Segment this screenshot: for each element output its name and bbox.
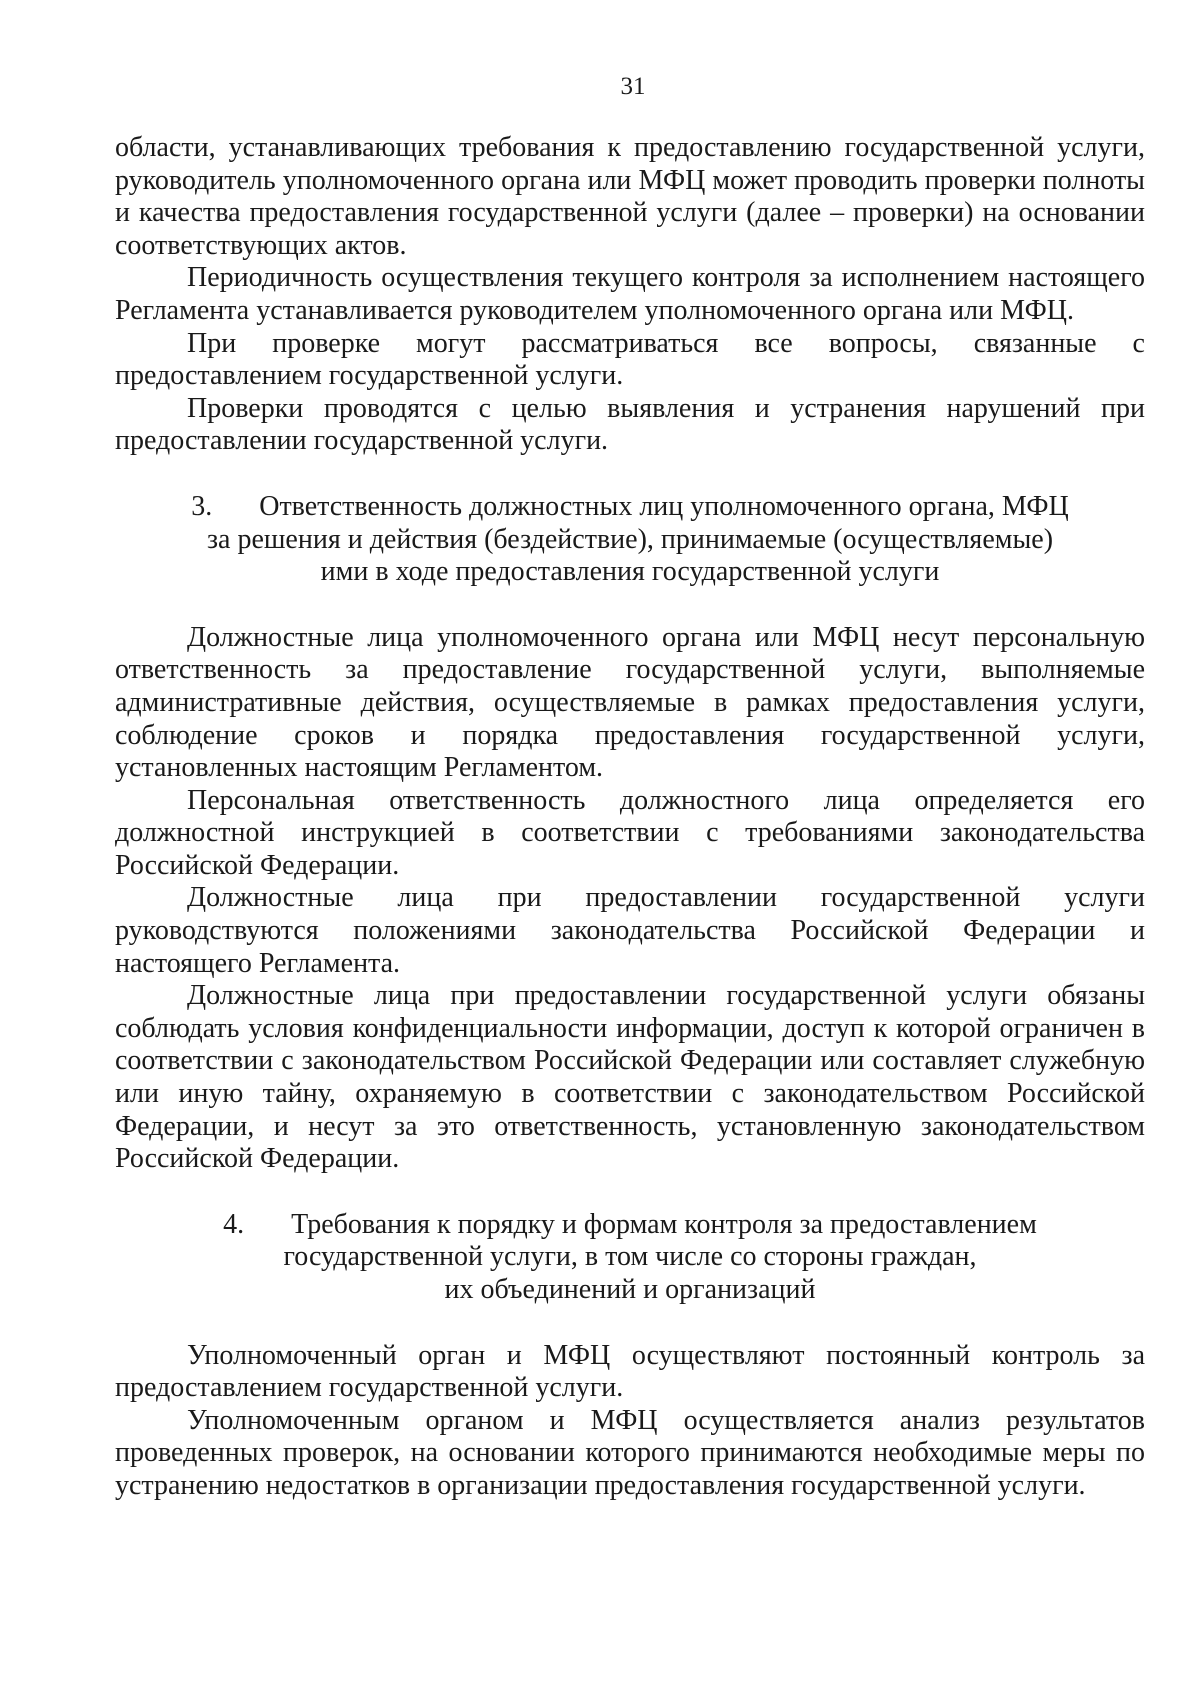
section-title-line: ими в ходе предоставления государственной услуги [320,556,940,588]
document-body [115,132,1145,1503]
paragraph: Уполномоченным органом и МФЦ осуществляется анализ результатов проведенных проверок, на основании которого принимаются необходимые меры по устранению недостатков в организации предоставления государственной услуги. [115,1404,1145,1501]
paragraph: области, устанавливающих требования к предоставлению государственной услуги, руководитель уполномоченного органа или МФЦ может проводить проверки полноты и качества предоставления государственной услуги (далее – проверки) на основании соответствующих актов. [115,132,1145,261]
page-number: 31 [620,73,646,100]
section-title-line: их объединений и организаций [444,1274,816,1305]
paragraph: Проверки проводятся с целью выявления и устранения нарушений при предоставлении государственной услуги. [115,392,1145,457]
paragraph: При проверке могут рассматриваться все вопросы, связанные с предоставлением государственной услуги. [115,327,1145,392]
section-title-line: Требования к порядку и формам контроля за предоставлением [291,1208,1037,1240]
section-3-heading [115,491,1145,589]
paragraph: Периодичность осуществления текущего контроля за исполнением настоящего Регламента устанавливается руководителем уполномоченного органа или МФЦ. [115,262,1145,326]
section-4-heading [115,1209,1145,1307]
section-number: 3. [191,490,213,522]
section-heading-line [115,491,1145,524]
paragraph: Уполномоченный орган и МФЦ осуществляют постоянный контроль за предоставлением государственной услуги. [115,1339,1145,1404]
section-title-line: Ответственность должностных лиц уполномоченного органа, МФЦ [259,490,1069,522]
paragraph: Персональная ответственность должностного лица определяется его должностной инструкцией в соответствии с требованиями законодательства Российской Федерации. [115,784,1145,881]
section-title-line: государственной услуги, в том числе со стороны граждан, [283,1241,977,1273]
paragraph: Должностные лица при предоставлении государственной услуги руководствуются положениями законодательства Российской Федерации и настоящего Регламента. [115,882,1145,979]
section-heading-line [115,1209,1145,1242]
section-title-line: за решения и действия (бездействие), принимаемые (осуществляемые) [206,523,1054,555]
paragraph: Должностные лица уполномоченного органа или МФЦ несут персональную ответственность за предоставление государственной услуги, выполняемые административные действия, осуществляемые в рамках предоставления услуги, соблюдение сроков и порядка предоставления государственной услуги, установленных настоящим Регламентом. [115,621,1145,784]
section-number: 4. [223,1208,245,1240]
paragraph: Должностные лица при предоставлении государственной услуги обязаны соблюдать условия конфиденциальности информации, доступ к которой ограничен в соответствии с законодательством Российской Федерации или составляет служебную или иную тайну, охраняемую в соответствии с законодательством Российской Федерации, и несут за это ответственность, установленную законодательством Российской Федерации. [115,980,1145,1175]
